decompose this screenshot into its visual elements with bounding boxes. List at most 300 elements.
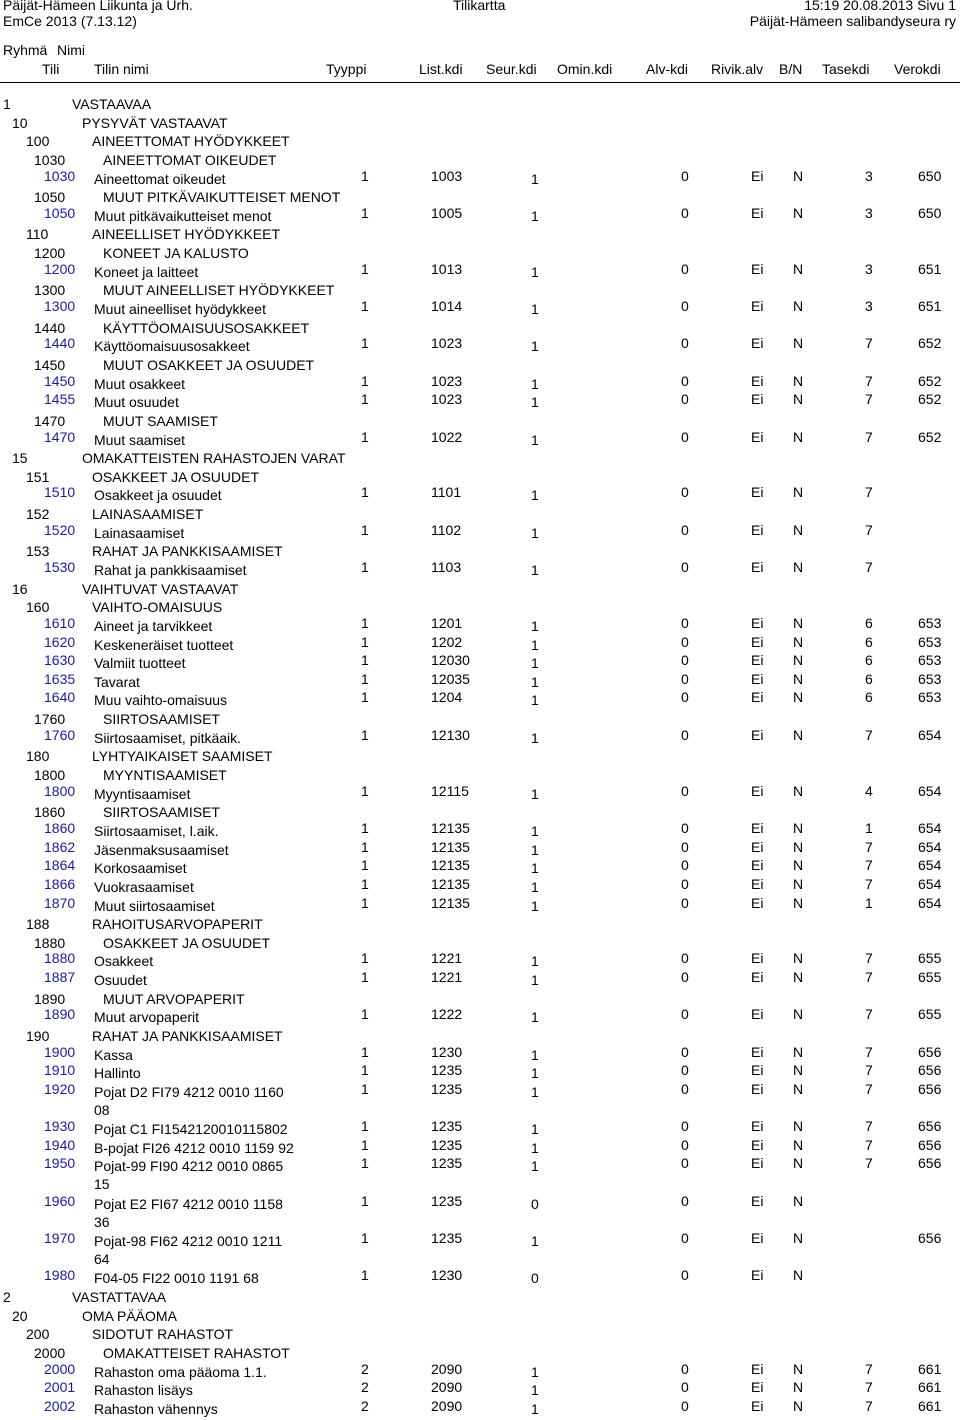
account-number: 1920: [44, 1081, 76, 1097]
balance-code: 7: [865, 950, 873, 966]
account-row: [0, 1361, 960, 1383]
account-type: 1: [361, 168, 369, 184]
next-code: 1: [531, 1401, 539, 1417]
tax-code: 656: [918, 1044, 942, 1060]
account-row: [0, 820, 960, 842]
account-name: Muut arvopaperit: [94, 1009, 200, 1025]
account-number: 1940: [44, 1137, 76, 1153]
list-code: 12130: [431, 727, 470, 743]
tax-code: 656: [918, 1230, 942, 1246]
account-group-row: [0, 991, 960, 1010]
account-row: [0, 876, 960, 898]
balance-code: 7: [865, 727, 873, 743]
next-code: 1: [531, 338, 539, 354]
account-name: B-pojat FI26 4212 0010 1159 92: [94, 1140, 294, 1156]
account-type: 2: [361, 1361, 369, 1377]
account-group-row: [0, 96, 960, 115]
account-type: 1: [361, 634, 369, 650]
account-name: Siirtosaamiset, l.aik.: [94, 823, 219, 839]
own-code: 0: [681, 1379, 689, 1395]
own-code: 0: [681, 969, 689, 985]
list-code: 1235: [431, 1193, 463, 1209]
account-number: 1980: [44, 1267, 76, 1283]
group-name: MUUT OSAKKEET JA OSUUDET: [103, 357, 315, 373]
account-name: Valmiit tuotteet: [94, 655, 186, 671]
tax-code: 654: [918, 839, 942, 855]
own-code: 0: [681, 1081, 689, 1097]
group-name: OMAKATTEISTEN RAHASTOJEN VARAT: [82, 450, 346, 466]
next-code: 1: [531, 1140, 539, 1156]
account-group-row: [0, 282, 960, 301]
own-code: 0: [681, 1230, 689, 1246]
list-code: 1103: [431, 559, 462, 575]
account-name: Pojat-99 FI90 4212 0010 0865: [94, 1158, 284, 1174]
group-number: 180: [26, 748, 50, 764]
balance-code: 6: [865, 652, 873, 668]
account-number: 1866: [44, 876, 76, 892]
list-code: 1204: [431, 689, 463, 705]
vat-code: Ei: [751, 689, 764, 705]
next-code: 1: [531, 898, 539, 914]
col-account: Tili: [42, 61, 60, 77]
own-code: 0: [681, 373, 689, 389]
own-code: 0: [681, 1044, 689, 1060]
tax-code: 654: [918, 820, 942, 836]
next-code: 1: [531, 1084, 539, 1100]
bn-code: N: [793, 429, 804, 445]
balance-code: 3: [865, 298, 873, 314]
list-code: 1023: [431, 335, 463, 351]
account-name: Jäsenmaksusaamiset: [94, 842, 229, 858]
tax-code: 655: [918, 1006, 942, 1022]
group-number: 20: [12, 1308, 28, 1324]
next-code: 1: [531, 432, 539, 448]
account-group-row: [0, 413, 960, 432]
bn-code: N: [793, 1137, 804, 1153]
list-code: 12135: [431, 839, 470, 855]
bn-code: N: [793, 615, 804, 631]
vat-code: Ei: [751, 1044, 764, 1060]
account-row: [0, 689, 960, 711]
list-code: 1022: [431, 429, 463, 445]
bn-code: N: [793, 168, 804, 184]
tax-code: 654: [918, 876, 942, 892]
account-number: 1900: [44, 1044, 76, 1060]
group-number: 1860: [34, 804, 66, 820]
col-vat-code: Alv-kdi: [646, 61, 689, 77]
own-code: 0: [681, 1155, 689, 1171]
account-name: Rahat ja pankkisaamiset: [94, 562, 247, 578]
account-row: [0, 391, 960, 413]
vat-code: Ei: [751, 820, 764, 836]
vat-code: Ei: [751, 1267, 764, 1283]
list-code: 1235: [431, 1155, 463, 1171]
tax-code: 651: [918, 298, 942, 314]
vat-code: Ei: [751, 969, 764, 985]
own-code: 0: [681, 671, 689, 687]
bn-code: N: [793, 484, 804, 500]
account-group-row: [0, 1345, 960, 1364]
account-number: 1450: [44, 373, 76, 389]
list-code: 1202: [431, 634, 463, 650]
account-group-row: [0, 320, 960, 339]
account-row: [0, 652, 960, 674]
col-bn: B/N: [779, 61, 803, 77]
vat-code: Ei: [751, 1006, 764, 1022]
list-code: 12030: [431, 652, 470, 668]
group-name: KONEET JA KALUSTO: [103, 245, 249, 261]
tax-code: 654: [918, 857, 942, 873]
account-name-continued: 08: [94, 1102, 110, 1118]
vat-code: Ei: [751, 950, 764, 966]
own-code: 0: [681, 727, 689, 743]
list-code: 12135: [431, 895, 470, 911]
account-name: Kassa: [94, 1047, 133, 1063]
balance-code: 7: [865, 1081, 873, 1097]
group-number: 2: [3, 1289, 11, 1305]
vat-code: Ei: [751, 857, 764, 873]
balance-code: 7: [865, 876, 873, 892]
vat-code: Ei: [751, 1081, 764, 1097]
bn-code: N: [793, 205, 804, 221]
account-row: [0, 615, 960, 637]
group-number: 16: [12, 581, 28, 597]
vat-code: Ei: [751, 1361, 764, 1377]
vat-code: Ei: [751, 671, 764, 687]
account-group-row: [0, 152, 960, 171]
own-code: 0: [681, 820, 689, 836]
next-code: 1: [531, 637, 539, 653]
account-number: 1510: [44, 484, 76, 500]
account-group-row: [0, 581, 960, 600]
list-code: 1023: [431, 373, 463, 389]
vat-code: Ei: [751, 559, 764, 575]
group-name: SIIRTOSAAMISET: [103, 804, 220, 820]
account-number: 1455: [44, 391, 76, 407]
account-number: 1300: [44, 298, 76, 314]
account-name-continued: 64: [94, 1251, 110, 1267]
account-row: [0, 1398, 960, 1420]
account-row: [0, 1044, 960, 1066]
bn-code: N: [793, 895, 804, 911]
account-row: [0, 857, 960, 879]
group-number: 110: [26, 226, 49, 242]
next-code: 1: [531, 562, 539, 578]
account-number: 1530: [44, 559, 76, 575]
account-type: 1: [361, 1193, 369, 1209]
bn-code: N: [793, 876, 804, 892]
balance-code: 1: [865, 895, 873, 911]
account-name: Muut siirtosaamiset: [94, 898, 215, 914]
group-number: 1450: [34, 357, 66, 373]
account-number: 2000: [44, 1361, 76, 1377]
tax-code: 652: [918, 429, 942, 445]
account-row: [0, 1062, 960, 1084]
vat-code: Ei: [751, 168, 764, 184]
list-code: 1014: [431, 298, 463, 314]
account-type: 1: [361, 895, 369, 911]
account-name: Aineet ja tarvikkeet: [94, 618, 213, 634]
bn-code: N: [793, 689, 804, 705]
bn-code: N: [793, 727, 804, 743]
account-type: 1: [361, 1118, 369, 1134]
own-code: 0: [681, 1137, 689, 1153]
vat-code: Ei: [751, 335, 764, 351]
group-number: 200: [26, 1326, 50, 1342]
list-code: 1102: [431, 522, 462, 538]
bn-code: N: [793, 652, 804, 668]
vat-code: Ei: [751, 298, 764, 314]
bn-code: N: [793, 1062, 804, 1078]
account-number: 1610: [44, 615, 76, 631]
account-number: 1864: [44, 857, 76, 873]
next-code: 1: [531, 487, 539, 503]
own-code: 0: [681, 689, 689, 705]
account-type: 1: [361, 820, 369, 836]
own-code: 0: [681, 1062, 689, 1078]
list-code: 1201: [431, 615, 463, 631]
list-code: 1235: [431, 1118, 463, 1134]
account-name: Hallinto: [94, 1065, 141, 1081]
bn-code: N: [793, 969, 804, 985]
account-name: Muut pitkävaikutteiset menot: [94, 208, 272, 224]
col-next-code: Seur.kdi: [486, 61, 537, 77]
own-code: 0: [681, 652, 689, 668]
account-name: Muut osakkeet: [94, 376, 186, 392]
vat-code: Ei: [751, 783, 764, 799]
account-group-row: [0, 115, 960, 134]
balance-code: 6: [865, 615, 873, 631]
group-name: MUUT SAAMISET: [103, 413, 218, 429]
balance-code: 3: [865, 261, 873, 277]
group-name: VAIHTO-OMAISUUS: [92, 599, 223, 615]
bn-code: N: [793, 522, 804, 538]
vat-code: Ei: [751, 484, 764, 500]
next-code: 1: [531, 692, 539, 708]
account-type: 1: [361, 205, 369, 221]
account-row: [0, 969, 960, 991]
next-code: 1: [531, 264, 539, 280]
group-name: MUUT PITKÄVAIKUTTEISET MENOT: [103, 189, 341, 205]
own-code: 0: [681, 876, 689, 892]
bn-code: N: [793, 857, 804, 873]
balance-code: 7: [865, 484, 873, 500]
account-name: Osuudet: [94, 972, 147, 988]
account-type: 1: [361, 1137, 369, 1153]
account-type: 1: [361, 1230, 369, 1246]
col-list-code: List.kdi: [419, 61, 463, 77]
account-number: 1030: [44, 168, 76, 184]
account-number: 1970: [44, 1230, 76, 1246]
list-code: 1235: [431, 1081, 463, 1097]
account-number: 1862: [44, 839, 76, 855]
group-name: SIIRTOSAAMISET: [103, 711, 220, 727]
list-code: 12035: [431, 671, 470, 687]
list-code: 1235: [431, 1062, 463, 1078]
bn-code: N: [793, 950, 804, 966]
account-type: 1: [361, 876, 369, 892]
account-name: Osakkeet ja osuudet: [94, 487, 222, 503]
account-type: 1: [361, 727, 369, 743]
balance-code: 7: [865, 1379, 873, 1395]
group-number: 100: [26, 133, 50, 149]
tax-code: 656: [918, 1081, 942, 1097]
account-number: 1050: [44, 205, 76, 221]
tax-code: 655: [918, 969, 942, 985]
list-code: 1003: [431, 168, 463, 184]
group-number: 1030: [34, 152, 66, 168]
account-type: 1: [361, 652, 369, 668]
group-number: 1800: [34, 767, 66, 783]
list-code: 1222: [431, 1006, 463, 1022]
bn-code: N: [793, 391, 804, 407]
group-name: MUUT AINEELLISET HYÖDYKKEET: [103, 282, 335, 298]
account-name: Käyttöomaisuusosakkeet: [94, 338, 250, 354]
account-type: 1: [361, 429, 369, 445]
account-group-row: [0, 748, 960, 767]
own-code: 0: [681, 634, 689, 650]
bn-code: N: [793, 839, 804, 855]
next-code: 1: [531, 860, 539, 876]
account-name: Korkosaamiset: [94, 860, 187, 876]
vat-code: Ei: [751, 1230, 764, 1246]
own-code: 0: [681, 298, 689, 314]
balance-code: 7: [865, 373, 873, 389]
account-name: Pojat C1 FI1542120010115802: [94, 1121, 288, 1137]
list-code: 1230: [431, 1267, 463, 1283]
account-name: Rahaston vähennys: [94, 1401, 218, 1417]
balance-code: 7: [865, 559, 873, 575]
bn-code: N: [793, 261, 804, 277]
tax-code: 656: [918, 1118, 942, 1134]
bn-code: N: [793, 298, 804, 314]
balance-code: 7: [865, 1062, 873, 1078]
balance-code: 7: [865, 1398, 873, 1414]
next-code: 1: [531, 1364, 539, 1380]
account-number: 1950: [44, 1155, 76, 1171]
tax-code: 652: [918, 335, 942, 351]
account-group-row: [0, 226, 960, 245]
bn-code: N: [793, 1155, 804, 1171]
tax-code: 654: [918, 727, 942, 743]
account-row: [0, 634, 960, 656]
col-own-code: Omin.kdi: [557, 61, 613, 77]
account-type: 1: [361, 689, 369, 705]
tax-code: 653: [918, 634, 942, 650]
tax-code: 656: [918, 1137, 942, 1153]
vat-code: Ei: [751, 1398, 764, 1414]
next-code: 1: [531, 1158, 539, 1174]
account-type: 1: [361, 950, 369, 966]
col-account-name: Tilin nimi: [94, 61, 149, 77]
tax-code: 661: [918, 1361, 942, 1377]
account-type: 1: [361, 857, 369, 873]
next-code: 1: [531, 1382, 539, 1398]
account-type: 1: [361, 1062, 369, 1078]
balance-code: 7: [865, 1006, 873, 1022]
account-number: 1960: [44, 1193, 76, 1209]
bn-code: N: [793, 671, 804, 687]
group-number: 15: [12, 450, 28, 466]
account-group-row: [0, 469, 960, 488]
bn-code: N: [793, 1379, 804, 1395]
group-number: 1440: [34, 320, 66, 336]
list-code: 1023: [431, 391, 463, 407]
col-type: Tyyppi: [326, 61, 367, 77]
account-name: Myyntisaamiset: [94, 786, 191, 802]
group-number: 153: [26, 543, 50, 559]
account-row: [0, 298, 960, 320]
next-code: 1: [531, 730, 539, 746]
account-number: 2001: [44, 1379, 76, 1395]
own-code: 0: [681, 484, 689, 500]
group-number: 1300: [34, 282, 66, 298]
next-code: 1: [531, 525, 539, 541]
balance-code: 6: [865, 689, 873, 705]
account-row: [0, 373, 960, 395]
bn-code: N: [793, 335, 804, 351]
next-code: 1: [531, 1009, 539, 1025]
next-code: 1: [531, 1233, 539, 1249]
own-code: 0: [681, 522, 689, 538]
account-name: F04-05 FI22 0010 1191 68: [94, 1270, 259, 1286]
vat-code: Ei: [751, 205, 764, 221]
list-code: 1005: [431, 205, 463, 221]
account-name: Muut aineelliset hyödykkeet: [94, 301, 266, 317]
account-group-row: [0, 245, 960, 264]
group-name: MYYNTISAAMISET: [103, 767, 227, 783]
tax-code: 653: [918, 652, 942, 668]
group-name: VASTATTAVAA: [72, 1289, 167, 1305]
next-code: 1: [531, 823, 539, 839]
group-number: 1050: [34, 189, 66, 205]
group-number: 1890: [34, 991, 66, 1007]
account-type: 1: [361, 298, 369, 314]
own-code: 0: [681, 895, 689, 911]
account-number: 1760: [44, 727, 76, 743]
next-code: 1: [531, 1121, 539, 1137]
account-row: [0, 1193, 960, 1230]
account-type: 1: [361, 671, 369, 687]
group-name: KÄYTTÖOMAISUUSOSAKKEET: [103, 320, 310, 336]
list-code: 1101: [431, 484, 462, 500]
group-name: RAHAT JA PANKKISAAMISET: [92, 1028, 283, 1044]
account-name: Lainasaamiset: [94, 525, 185, 541]
group-name: LYHTYAIKAISET SAAMISET: [92, 748, 273, 764]
group-number: 1200: [34, 245, 66, 261]
vat-code: Ei: [751, 634, 764, 650]
list-code: 1230: [431, 1044, 463, 1060]
next-code: 1: [531, 655, 539, 671]
group-name: OMAKATTEISET RAHASTOT: [103, 1345, 290, 1361]
account-group-row: [0, 1289, 960, 1308]
account-row: [0, 950, 960, 972]
account-number: 1800: [44, 783, 76, 799]
account-name-continued: 36: [94, 1214, 110, 1230]
group-number: 190: [26, 1028, 50, 1044]
account-row: [0, 839, 960, 861]
bn-code: N: [793, 559, 804, 575]
account-row: [0, 484, 960, 506]
next-code: 1: [531, 1065, 539, 1081]
account-number: 1200: [44, 261, 76, 277]
balance-code: 1: [865, 820, 873, 836]
account-group-row: [0, 1326, 960, 1345]
col-group: Ryhmä: [3, 42, 48, 58]
group-number: 188: [26, 916, 50, 932]
vat-code: Ei: [751, 727, 764, 743]
col-balance-code: Tasekdi: [822, 61, 870, 77]
